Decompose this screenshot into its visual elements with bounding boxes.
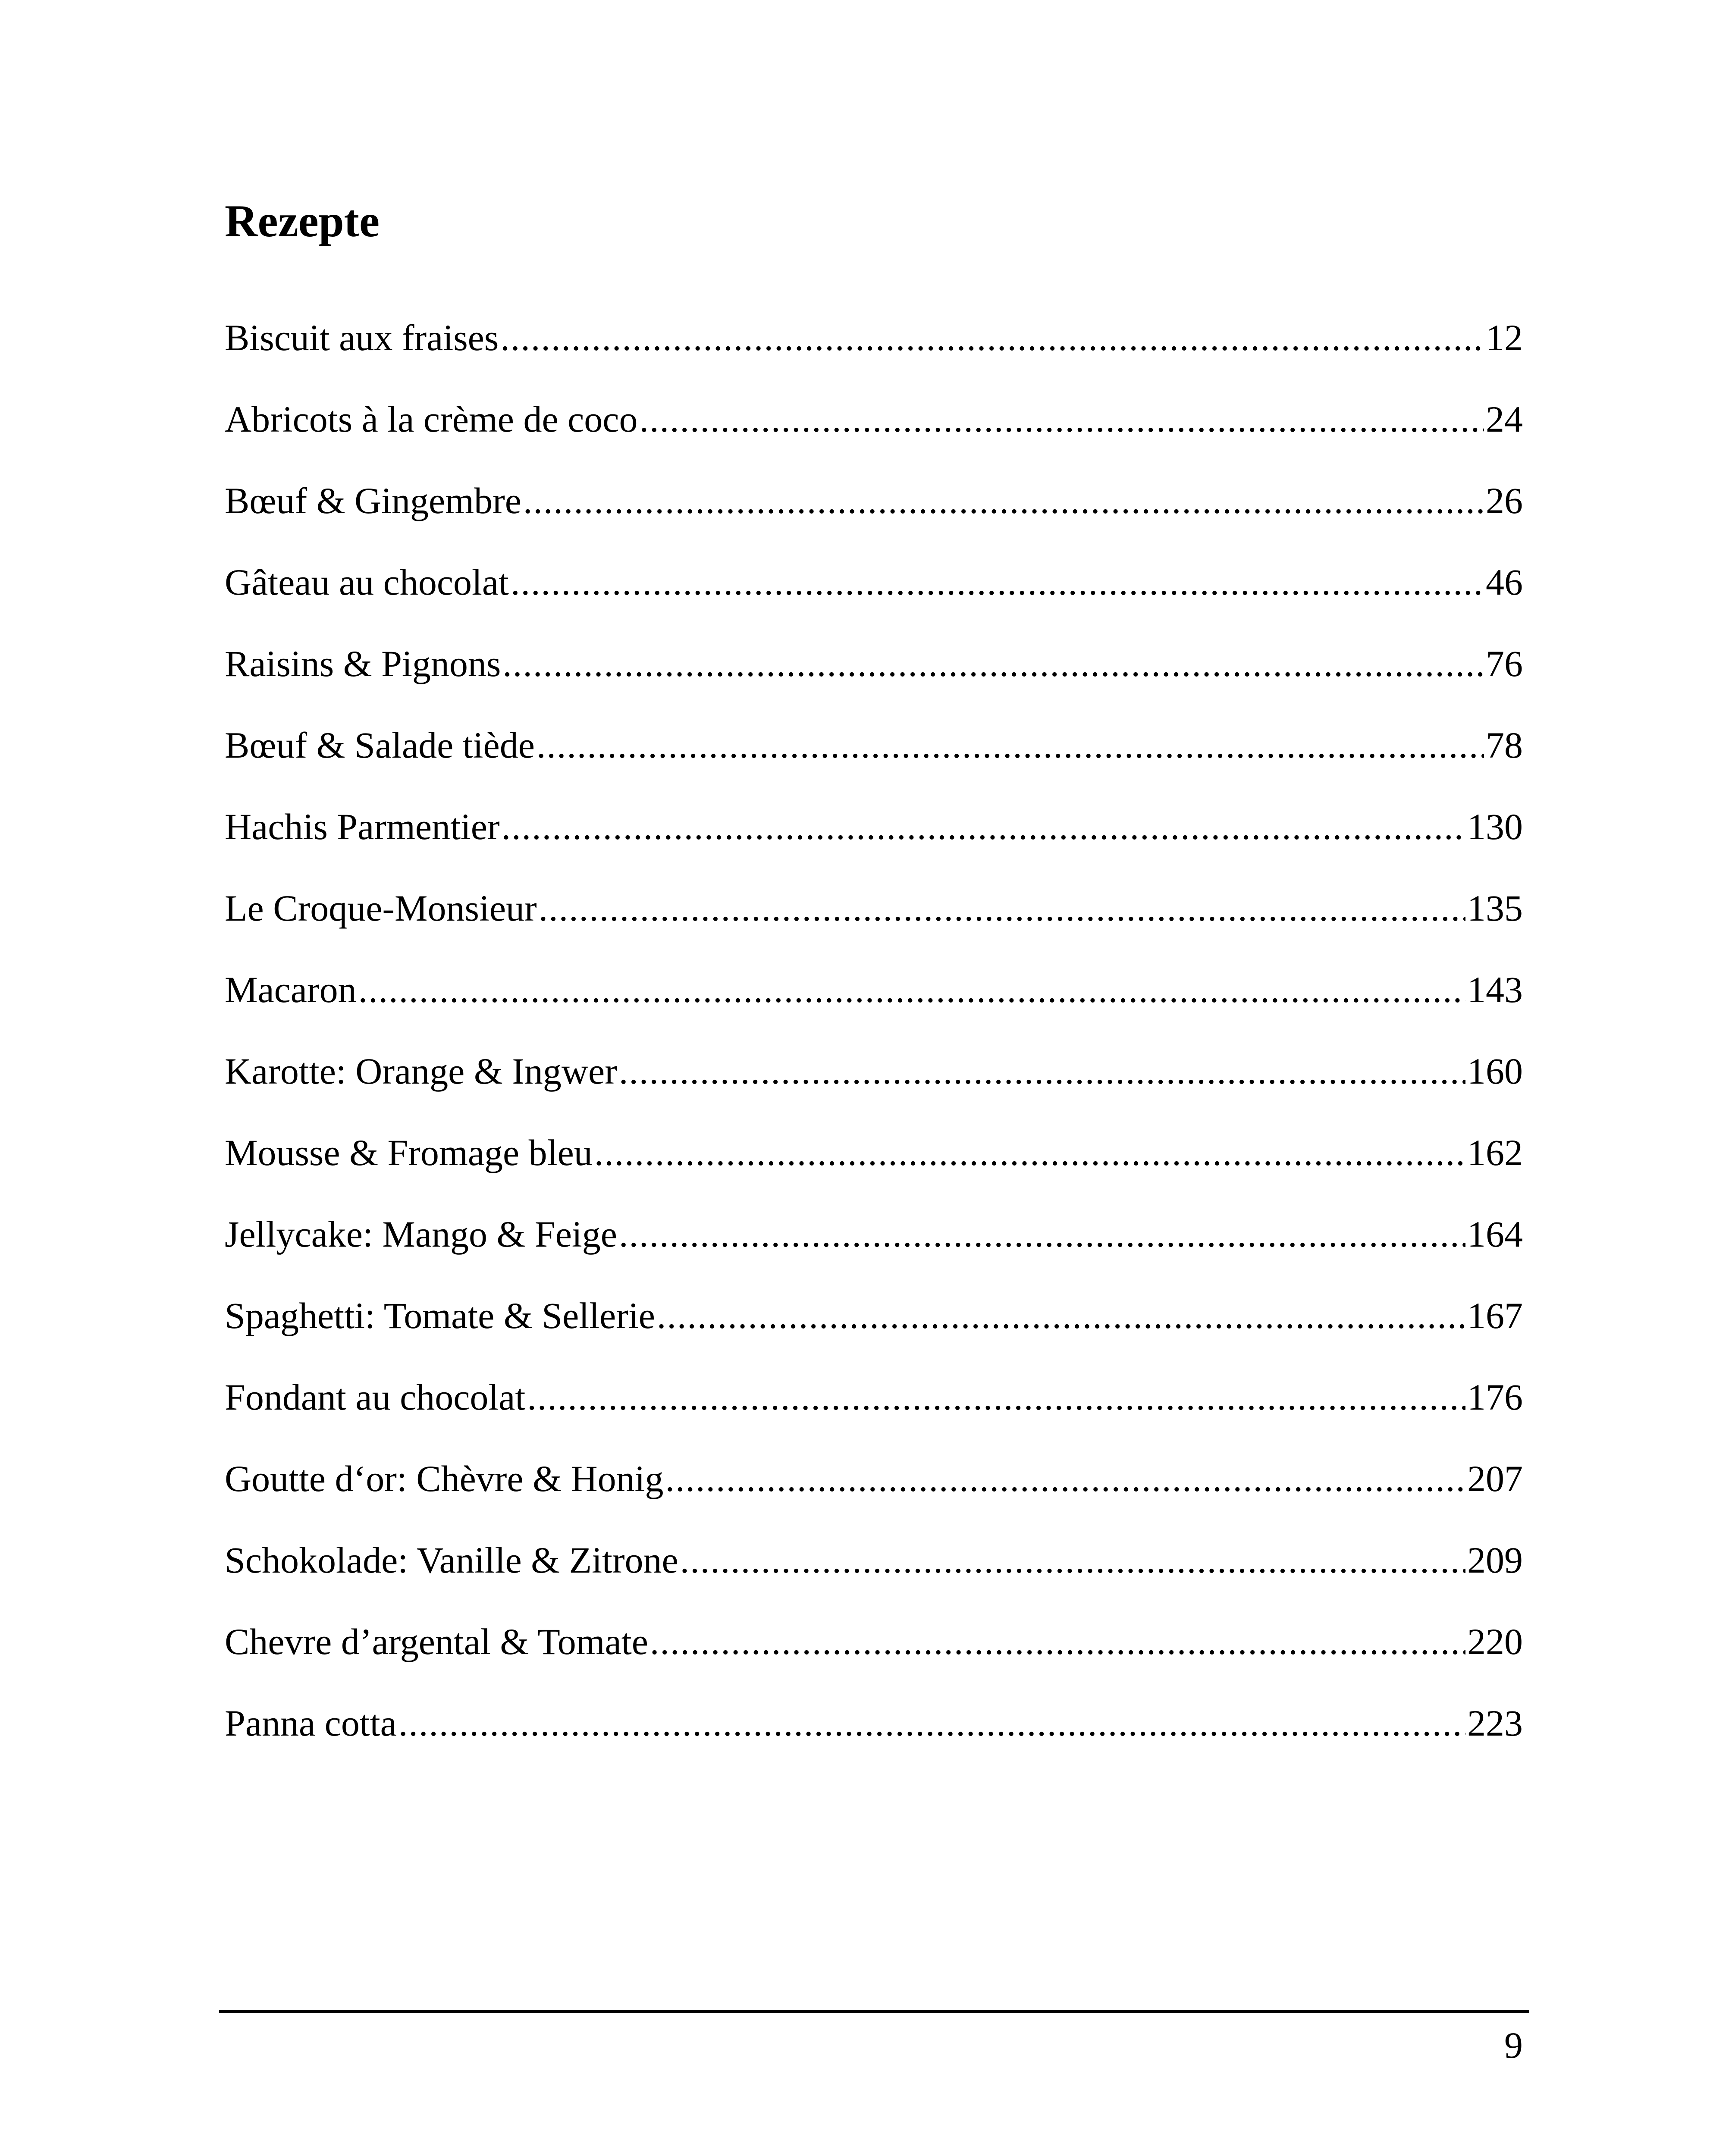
toc-entry-label: Hachis Parmentier xyxy=(225,806,500,847)
toc-entry-page: 223 xyxy=(1467,1702,1523,1744)
toc-entry-page: 176 xyxy=(1467,1376,1523,1418)
toc-entry[interactable] xyxy=(225,398,1523,482)
toc-entry[interactable] xyxy=(225,1376,1523,1460)
toc-entry-page: 162 xyxy=(1467,1132,1523,1173)
toc-entry-page: 130 xyxy=(1467,806,1523,847)
toc-entry-label: Gâteau au chocolat xyxy=(225,561,509,603)
toc-entry[interactable] xyxy=(225,1297,1523,1379)
toc-entry-label: Chevre d’argental & Tomate xyxy=(225,1621,648,1662)
toc-entry[interactable] xyxy=(225,808,1523,890)
toc-entry[interactable] xyxy=(225,561,1523,645)
toc-dot-leader xyxy=(398,1705,1465,1742)
toc-dot-leader xyxy=(619,1216,1465,1253)
toc-entry[interactable] xyxy=(225,887,1523,971)
toc-dot-leader xyxy=(527,1379,1465,1416)
toc-dot-leader xyxy=(537,727,1484,764)
toc-entry-page: 209 xyxy=(1467,1539,1523,1581)
toc-entry-page: 24 xyxy=(1486,398,1523,440)
toc-entry-page: 46 xyxy=(1486,561,1523,603)
toc-entry-label: Jellycake: Mango & Feige xyxy=(225,1213,617,1255)
toc-entry[interactable] xyxy=(225,1050,1523,1134)
toc-entry-page: 78 xyxy=(1486,724,1523,766)
toc-entry-page: 220 xyxy=(1467,1621,1523,1662)
toc-entry[interactable] xyxy=(225,1623,1523,1705)
toc-entry-label: Karotte: Orange & Ingwer xyxy=(225,1050,617,1092)
toc-entry[interactable] xyxy=(225,971,1523,1053)
toc-dot-leader xyxy=(680,1542,1465,1579)
toc-entry[interactable] xyxy=(225,1702,1523,1786)
toc-dot-leader xyxy=(500,319,1484,356)
toc-entry[interactable] xyxy=(225,1460,1523,1542)
toc-dot-leader xyxy=(657,1297,1465,1334)
toc-dot-leader xyxy=(594,1134,1465,1171)
toc-dot-leader xyxy=(358,971,1465,1008)
page-title: Rezepte xyxy=(225,196,380,246)
toc-entry[interactable] xyxy=(225,482,1523,564)
toc-entry[interactable] xyxy=(225,645,1523,727)
toc-entry-page: 160 xyxy=(1467,1050,1523,1092)
toc-entry-page: 26 xyxy=(1486,480,1523,521)
toc-entry-page: 164 xyxy=(1467,1213,1523,1255)
toc-entry-label: Raisins & Pignons xyxy=(225,643,501,684)
toc-dot-leader xyxy=(523,482,1484,519)
toc-entry-page: 207 xyxy=(1467,1458,1523,1499)
toc-dot-leader xyxy=(639,401,1484,438)
toc-entry-label: Biscuit aux fraises xyxy=(225,317,499,358)
footer-divider xyxy=(219,2010,1529,2013)
toc-entry[interactable] xyxy=(225,724,1523,808)
toc-entry-page: 12 xyxy=(1486,317,1523,358)
page-number: 9 xyxy=(1504,2024,1523,2066)
toc-entry-label: Spaghetti: Tomate & Sellerie xyxy=(225,1295,655,1336)
toc-entry-label: Goutte d‘or: Chèvre & Honig xyxy=(225,1458,664,1499)
toc-dot-leader xyxy=(502,808,1465,845)
toc-entry[interactable] xyxy=(225,1539,1523,1623)
toc-dot-leader xyxy=(650,1623,1465,1660)
toc-dot-leader xyxy=(511,564,1484,601)
toc-entry-label: Macaron xyxy=(225,969,357,1010)
toc-entry-page: 76 xyxy=(1486,643,1523,684)
toc-entry[interactable] xyxy=(225,319,1523,401)
toc-entry-label: Mousse & Fromage bleu xyxy=(225,1132,593,1173)
toc-dot-leader xyxy=(619,1053,1465,1090)
table-of-contents xyxy=(225,319,1523,1786)
toc-entry-page: 167 xyxy=(1467,1295,1523,1336)
toc-entry-page: 135 xyxy=(1467,887,1523,929)
toc-entry-label: Panna cotta xyxy=(225,1702,397,1744)
toc-entry-label: Fondant au chocolat xyxy=(225,1376,526,1418)
toc-dot-leader xyxy=(502,645,1484,682)
toc-entry-label: Le Croque-Monsieur xyxy=(225,887,537,929)
toc-entry-label: Abricots à la crème de coco xyxy=(225,398,638,440)
toc-entry[interactable] xyxy=(225,1213,1523,1297)
toc-entry-label: Bœuf & Gingembre xyxy=(225,480,521,521)
toc-entry-page: 143 xyxy=(1467,969,1523,1010)
toc-dot-leader xyxy=(539,890,1465,927)
toc-entry[interactable] xyxy=(225,1134,1523,1216)
toc-entry-label: Bœuf & Salade tiède xyxy=(225,724,535,766)
toc-entry-label: Schokolade: Vanille & Zitrone xyxy=(225,1539,678,1581)
toc-dot-leader xyxy=(665,1460,1465,1497)
